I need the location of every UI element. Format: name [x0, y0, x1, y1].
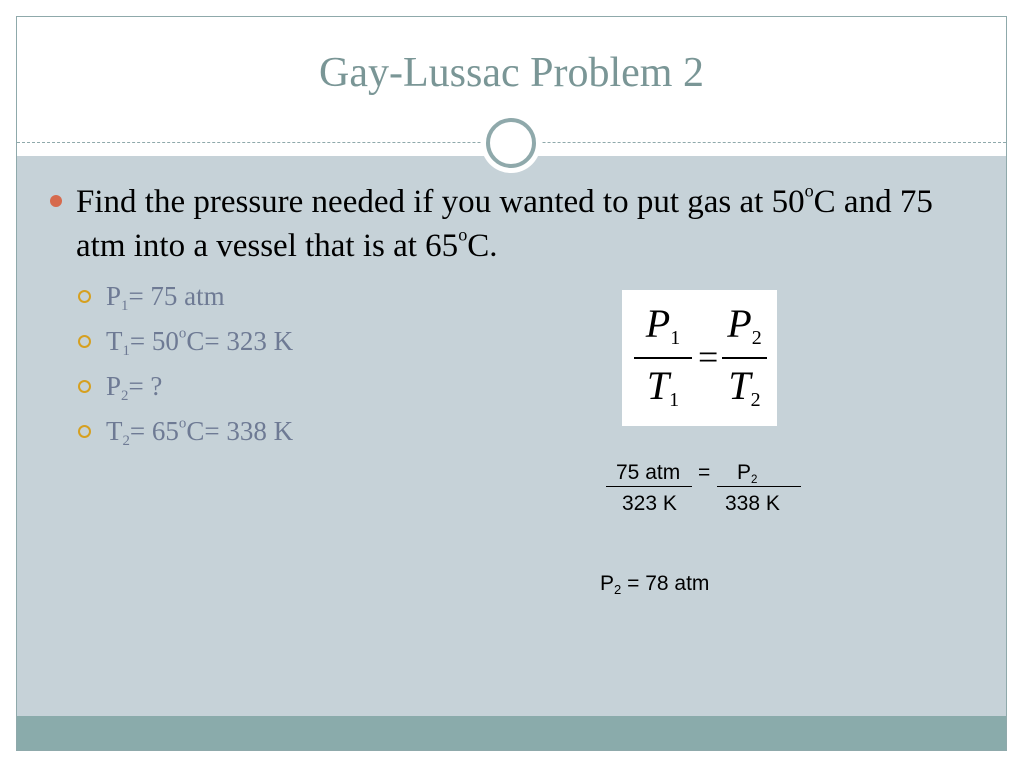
- answer: $P_2 = 78$ atm: [600, 572, 710, 597]
- given-t2: $T_2= 65^oC= 338$ K: [78, 413, 293, 458]
- formula-equals: =: [698, 337, 719, 377]
- formula-left-fraction: $P_1$ $T_1$: [634, 290, 692, 426]
- title-divider-circle-icon: [481, 113, 541, 173]
- given-p2: $P_2=$ ?: [78, 368, 293, 413]
- ring-bullet-icon: [78, 380, 91, 393]
- calc-right-numerator: $P_2$: [737, 461, 758, 487]
- gay-lussac-formula: [622, 290, 777, 426]
- calc-equals: =: [698, 461, 711, 484]
- given-p1: $P_1= 75$ atm: [78, 278, 293, 323]
- bullet-dot-icon: [50, 195, 62, 207]
- calc-left-denominator: 323 K: [622, 492, 677, 515]
- slide-title: Gay-Lussac Problem 2: [319, 50, 704, 96]
- formula-right-fraction: $P_2$ $T_2$: [722, 290, 767, 426]
- problem-statement: Find the pressure needed if you wanted to put gas at 50$^o$C and 75 atm into a vessel that is at 65$^o$C.: [76, 180, 933, 264]
- ring-bullet-icon: [78, 335, 91, 348]
- calc-left-numerator: 75 atm: [616, 461, 681, 484]
- given-t1: $T_1= 50^oC= 323$ K: [78, 323, 293, 368]
- footer-bar: [17, 716, 1006, 750]
- calc-right-denominator: 338 K: [725, 492, 780, 515]
- ring-bullet-icon: [78, 425, 91, 438]
- calc-left-fraction-bar: [606, 486, 692, 487]
- ring-bullet-icon: [78, 290, 91, 303]
- given-values-list: [78, 278, 293, 458]
- calc-right-fraction-bar: [717, 486, 801, 487]
